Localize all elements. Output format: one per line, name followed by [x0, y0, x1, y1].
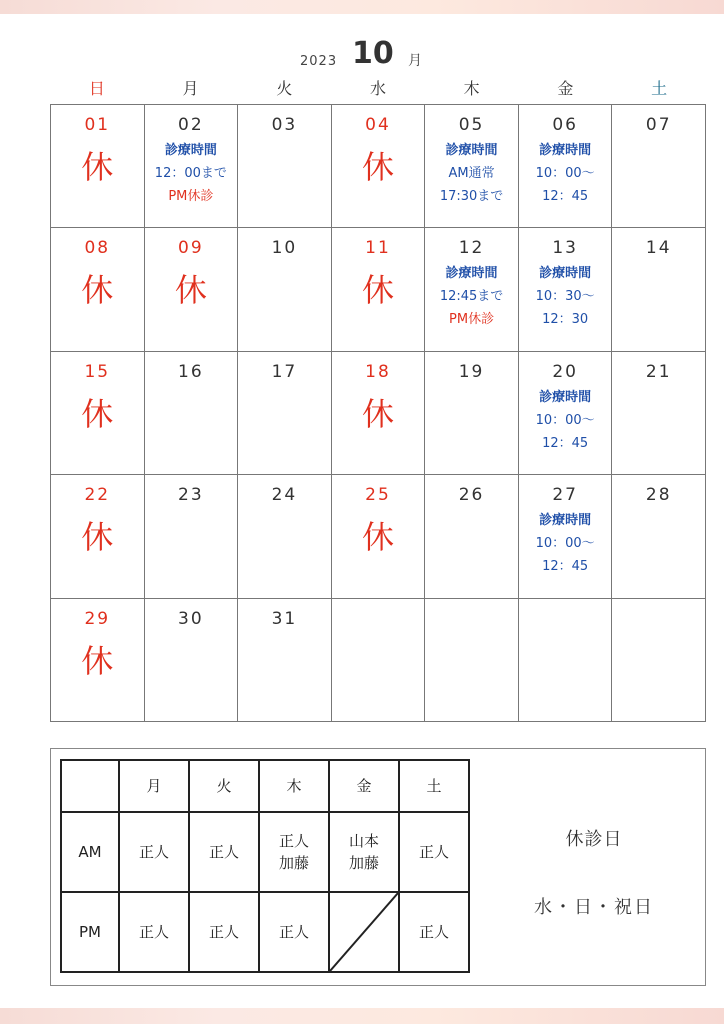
- staff-day-header: 木: [259, 760, 329, 812]
- day-number: 08: [84, 238, 111, 259]
- calendar-day-cell: [425, 228, 519, 351]
- day-number: 27: [552, 485, 578, 506]
- calendar-day-cell: [145, 105, 239, 228]
- day-number: 22: [84, 485, 111, 506]
- closed-mark: 休: [81, 148, 114, 186]
- closed-mark: 休: [361, 394, 394, 433]
- staff-name: 正人: [138, 923, 169, 941]
- hours-note-line: 診療時間: [539, 143, 592, 158]
- staff-name: 正人: [418, 843, 449, 861]
- hours-note-line: PM休診: [168, 189, 214, 204]
- staff-cell-empty: [329, 892, 399, 972]
- day-number: 25: [365, 485, 391, 506]
- day-number: 31: [271, 608, 298, 629]
- hours-note: [519, 262, 612, 331]
- staff-name: 正人: [208, 923, 239, 941]
- calendar-day-cell: [332, 352, 426, 475]
- day-number: 19: [458, 361, 485, 382]
- calendar-day-cell: [519, 475, 613, 598]
- year-label: 2023: [300, 54, 338, 69]
- closed-days-list: 水・日・祝日: [534, 897, 654, 918]
- calendar-day-cell: [145, 352, 239, 475]
- hours-note-line: 診療時間: [539, 266, 592, 282]
- staff-schedule-table: [60, 759, 470, 973]
- calendar-day-cell: [612, 599, 706, 722]
- hours-note-line: 10：00～: [535, 412, 595, 428]
- closed-mark: 休: [81, 641, 114, 680]
- hours-note: [519, 509, 612, 578]
- calendar-day-cell: [612, 475, 706, 598]
- closed-mark: 休: [81, 271, 114, 310]
- day-number: 02: [178, 115, 204, 135]
- day-number: 24: [271, 485, 298, 506]
- staff-cell: [189, 892, 259, 972]
- closed-days-info: [481, 749, 707, 987]
- info-panel: [50, 748, 706, 986]
- calendar-day-cell: [425, 475, 519, 598]
- hours-note-line: 12：30: [542, 312, 589, 328]
- month-number: 10: [352, 36, 394, 71]
- hours-note-line: 診療時間: [164, 143, 217, 158]
- staff-day-header: 土: [399, 760, 469, 812]
- hours-note-line: 10：00～: [535, 536, 595, 552]
- staff-name: 正人: [278, 832, 309, 850]
- hours-note-line: 12:45まで: [439, 289, 504, 305]
- weekday-label: 月: [182, 79, 199, 98]
- day-number: 20: [552, 361, 578, 382]
- calendar-day-cell: [51, 228, 145, 351]
- calendar-day-cell: [612, 105, 706, 228]
- calendar-day-cell: [519, 599, 613, 722]
- staff-cell: [189, 812, 259, 892]
- day-number: 09: [178, 238, 204, 259]
- hours-note: [425, 139, 518, 208]
- weekday-label: 木: [463, 79, 480, 98]
- calendar-day-cell: [238, 228, 332, 351]
- hours-note-line: 12：45: [542, 435, 589, 451]
- weekday-label: 金: [557, 79, 574, 98]
- hours-note-line: 17:30まで: [439, 189, 504, 204]
- calendar-day-cell: [612, 228, 706, 351]
- diagonal-slash: [330, 893, 398, 971]
- weekday-label: 火: [276, 79, 293, 98]
- day-number: 06: [552, 115, 578, 135]
- staff-cell: [259, 812, 329, 892]
- calendar-grid: [50, 104, 706, 722]
- staff-day-header: 火: [189, 760, 259, 812]
- closed-mark: 休: [81, 518, 114, 557]
- staff-cell: [119, 812, 189, 892]
- staff-name: 山本: [348, 832, 379, 850]
- calendar-day-cell: [238, 352, 332, 475]
- weekday-header-row: [50, 76, 706, 98]
- day-number: 16: [178, 361, 204, 382]
- closed-days-title: 休診日: [565, 829, 623, 850]
- calendar-day-cell: [612, 352, 706, 475]
- hours-note-line: PM休診: [449, 312, 495, 328]
- closed-mark: 休: [361, 271, 394, 310]
- hours-note: [519, 139, 612, 208]
- day-number: 12: [458, 238, 485, 259]
- staff-cell: [399, 812, 469, 892]
- day-number: 30: [178, 608, 204, 629]
- day-number: 07: [645, 115, 672, 135]
- closed-mark: 休: [174, 271, 207, 310]
- staff-day-header: 金: [329, 760, 399, 812]
- month-label: 月: [408, 53, 422, 69]
- calendar-day-cell: [238, 599, 332, 722]
- day-number: 17: [271, 361, 298, 382]
- hours-note-line: 12：45: [542, 189, 589, 204]
- calendar-day-cell: [332, 228, 426, 351]
- staff-table-corner: [61, 760, 119, 812]
- hours-note: [145, 139, 238, 208]
- weekday-label: 水: [369, 79, 386, 98]
- hours-note-line: 10：30～: [535, 289, 595, 305]
- day-number: 01: [84, 115, 111, 135]
- day-number: 15: [84, 361, 111, 382]
- calendar-day-cell: [425, 352, 519, 475]
- day-number: 29: [84, 608, 111, 629]
- calendar-day-cell: [332, 599, 426, 722]
- day-number: 10: [271, 238, 298, 259]
- staff-name: 加藤: [348, 854, 379, 872]
- closed-mark: 休: [361, 148, 394, 186]
- hours-note-line: 診療時間: [445, 266, 498, 282]
- calendar-day-cell: [238, 475, 332, 598]
- day-number: 18: [365, 361, 391, 382]
- day-number: 13: [552, 238, 578, 259]
- day-number: 23: [178, 485, 204, 506]
- calendar-day-cell: [51, 105, 145, 228]
- day-number: 28: [645, 485, 672, 506]
- staff-shift-label: PM: [61, 892, 119, 972]
- calendar-day-cell: [519, 352, 613, 475]
- hours-note-line: 10：00～: [535, 166, 595, 181]
- closed-mark: 休: [81, 394, 114, 433]
- bottom-decor-band: [0, 1008, 724, 1024]
- calendar-day-cell: [145, 599, 239, 722]
- hours-note-line: 診療時間: [539, 513, 592, 529]
- calendar-day-cell: [519, 105, 613, 228]
- day-number: 21: [645, 361, 672, 382]
- staff-day-header: 月: [119, 760, 189, 812]
- day-number: 04: [365, 115, 391, 135]
- hours-note: [425, 262, 518, 331]
- staff-name: 正人: [418, 923, 449, 941]
- hours-note-line: 12：00まで: [154, 166, 227, 181]
- hours-note-line: 診療時間: [445, 143, 498, 158]
- top-decor-band: [0, 0, 724, 14]
- calendar-day-cell: [51, 599, 145, 722]
- hours-note-line: 診療時間: [539, 389, 592, 405]
- day-number: 14: [645, 238, 672, 259]
- calendar-day-cell: [425, 105, 519, 228]
- calendar-day-cell: [145, 475, 239, 598]
- staff-cell: [329, 812, 399, 892]
- closed-mark: 休: [361, 518, 394, 557]
- staff-name: 正人: [138, 843, 169, 861]
- hours-note-line: 12：45: [542, 559, 589, 575]
- day-number: 03: [271, 115, 298, 135]
- calendar-day-cell: [425, 599, 519, 722]
- day-number: 26: [458, 485, 485, 506]
- staff-cell: [259, 892, 329, 972]
- weekday-label: 土: [651, 79, 668, 98]
- staff-cell: [119, 892, 189, 972]
- calendar-day-cell: [145, 228, 239, 351]
- calendar-day-cell: [51, 352, 145, 475]
- calendar-day-cell: [332, 105, 426, 228]
- staff-cell: [399, 892, 469, 972]
- hours-note: [519, 386, 612, 455]
- calendar-day-cell: [238, 105, 332, 228]
- calendar-day-cell: [519, 228, 613, 351]
- weekday-label: 日: [88, 79, 105, 98]
- calendar-header: [0, 36, 724, 72]
- staff-name: 加藤: [278, 854, 309, 872]
- calendar-day-cell: [332, 475, 426, 598]
- calendar-day-cell: [51, 475, 145, 598]
- day-number: 05: [458, 115, 485, 135]
- staff-name: 正人: [208, 843, 239, 861]
- day-number: 11: [365, 238, 391, 259]
- hours-note-line: AM通常: [448, 166, 495, 181]
- staff-name: 正人: [278, 923, 309, 941]
- staff-shift-label: AM: [61, 812, 119, 892]
